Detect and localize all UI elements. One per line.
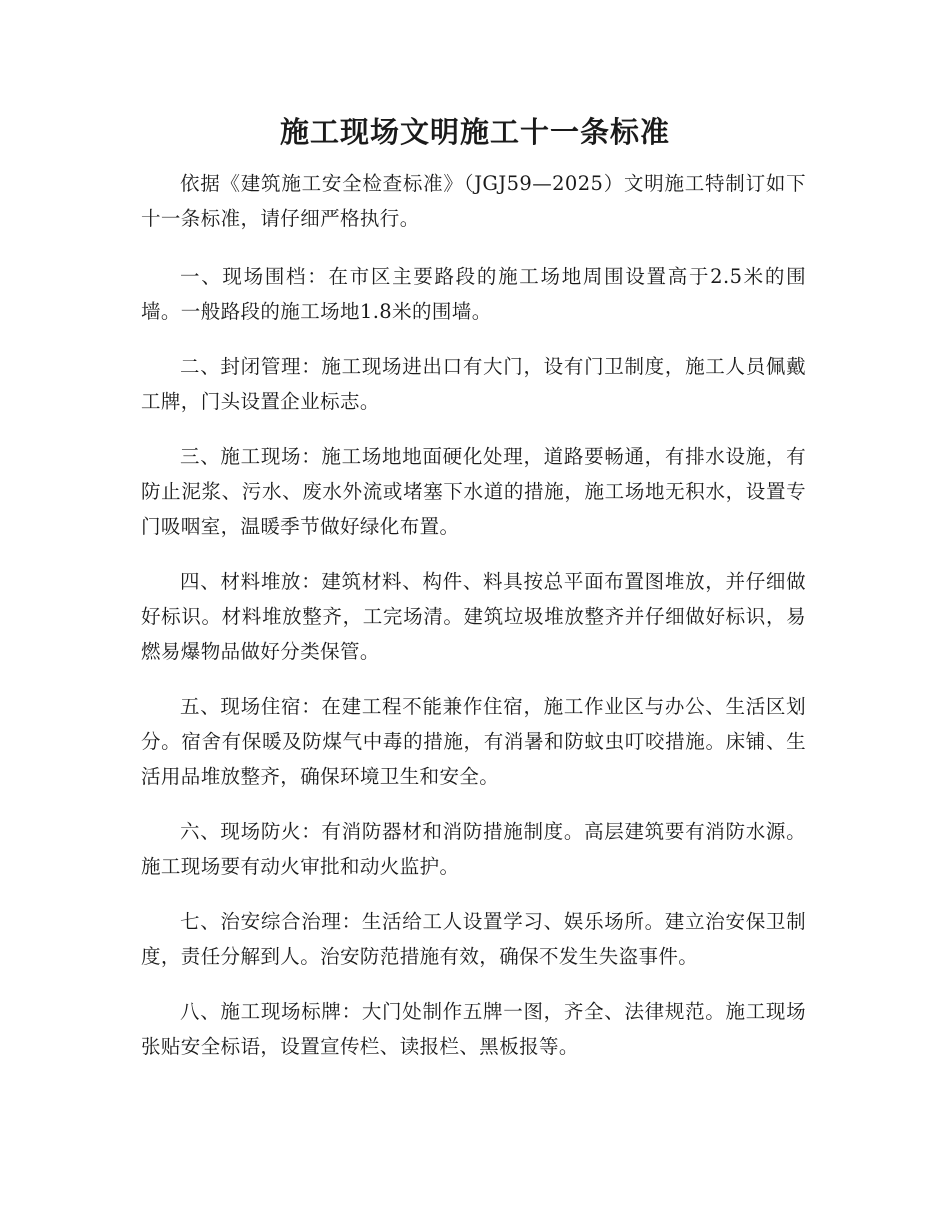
paragraph-5: 五、现场住宿：在建工程不能兼作住宿，施工作业区与办公、生活区划分。宿舍有保暖及防煤气中毒的措施，有消暑和防蚊虫叮咬措施。床铺、生活用品堆放整齐，确保环境卫生和安全。 [141, 695, 806, 788]
intro-paragraph: 依据《建筑施工安全检查标准》（JGJ59—2025）文明施工特制订如下十一条标准，请仔细严格执行。 [141, 172, 806, 230]
paragraph-7: 七、治安综合治理：生活给工人设置学习、娱乐场所。建立治安保卫制度，责任分解到人。治安防范措施有效，确保不发生失盗事件。 [141, 910, 806, 968]
paragraph-4: 四、材料堆放：建筑材料、构件、料具按总平面布置图堆放，并仔细做好标识。材料堆放整齐，工完场清。建筑垃圾堆放整齐并仔细做好标识，易燃易爆物品做好分类保管。 [141, 570, 806, 663]
document-title: 施工现场文明施工十一条标准 [279, 115, 670, 149]
document-body [141, 166, 806, 1084]
paragraph-3: 三、施工现场：施工场地地面硬化处理，道路要畅通，有排水设施，有防止泥浆、污水、废水外流或堵塞下水道的措施，施工场地无积水，设置专门吸咽室，温暖季节做好绿化布置。 [141, 445, 806, 538]
paragraph-6: 六、现场防火：有消防器材和消防措施制度。高层建筑要有消防水源。施工现场要有动火审批和动火监护。 [141, 820, 806, 878]
paragraph-8: 八、施工现场标牌：大门处制作五牌一图，齐全、法律规范。施工现场张贴安全标语，设置宣传栏、读报栏、黑板报等。 [141, 1000, 806, 1058]
paragraph-2: 二、封闭管理：施工现场进出口有大门，设有门卫制度，施工人员佩戴工牌，门头设置企业标志。 [141, 355, 806, 413]
paragraph-1: 一、现场围档：在市区主要路段的施工场地周围设置高于2.5米的围墙。一般路段的施工场地1.8米的围墙。 [141, 265, 806, 323]
